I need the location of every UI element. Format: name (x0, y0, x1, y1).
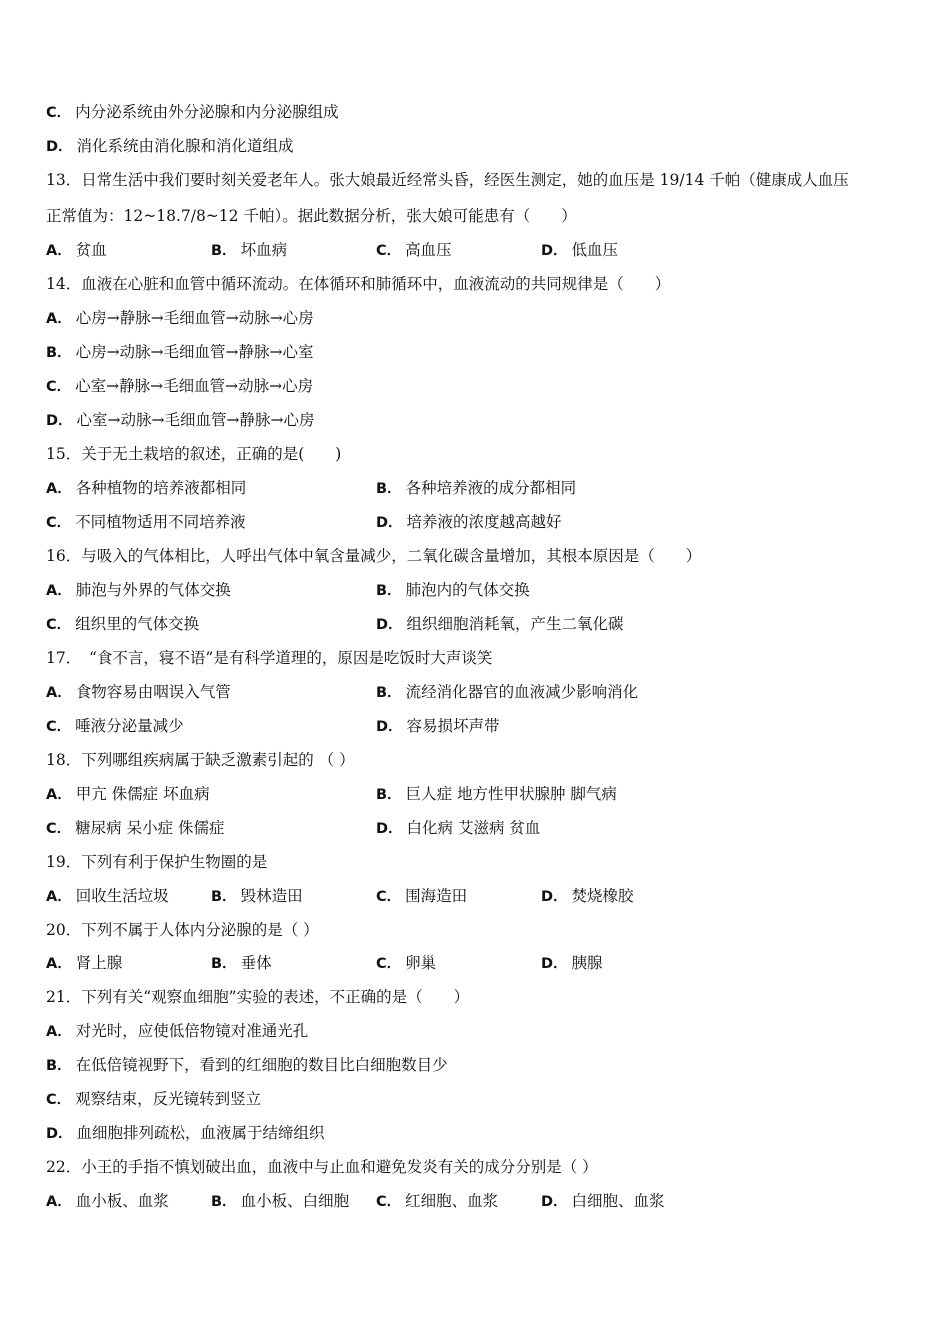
q18-option-d: D． 白化病 艾滋病 贫血 (376, 819, 541, 837)
q22-option-b: B． 血小板、白细胞 (211, 1192, 350, 1210)
q18-options-row2 (46, 818, 916, 838)
q21-option-a: A． 对光时，应使低倍物镜对准通光孔 (46, 1022, 309, 1040)
q18-option-b: B． 巨人症 地方性甲状腺肿 脚气病 (376, 785, 617, 803)
q22-option-c: C． 红细胞、血浆 (376, 1192, 499, 1210)
q18-stem: 18．下列哪组疾病属于缺乏激素引起的 （ ） (46, 751, 355, 769)
q15-option-a: A． 各种植物的培养液都相同 (46, 479, 247, 497)
q19-option-c: C． 围海造田 (376, 887, 468, 905)
q16-options-row2 (46, 614, 916, 634)
q17-options-row1 (46, 682, 916, 702)
q15-stem: 15．关于无土栽培的叙述，正确的是( ) (46, 445, 342, 463)
q14-option-b: B． 心房→动脉→毛细血管→静脉→心室 (46, 343, 314, 361)
q13-option-a: A． 贫血 (46, 241, 107, 259)
q16-option-a: A． 肺泡与外界的气体交换 (46, 581, 231, 599)
q13-option-c: C． 高血压 (376, 241, 452, 259)
q20-options (46, 953, 916, 973)
q18-option-a: A． 甲亢 侏儒症 坏血病 (46, 785, 210, 803)
q17-option-b: B． 流经消化器官的血液减少影响消化 (376, 683, 639, 701)
q17-option-a: A． 食物容易由咽误入气管 (46, 683, 231, 701)
q16-option-c: C． 组织里的气体交换 (46, 615, 200, 633)
q14-option-a: A． 心房→静脉→毛细血管→动脉→心房 (46, 309, 314, 327)
q13-option-b: B． 坏血病 (211, 241, 288, 259)
q13-options (46, 240, 916, 260)
q20-option-d: D． 胰腺 (541, 954, 603, 972)
q14-option-c: C． 心室→静脉→毛细血管→动脉→心房 (46, 377, 314, 395)
q20-option-a: A． 肾上腺 (46, 954, 123, 972)
q22-option-d: D． 白细胞、血浆 (541, 1192, 665, 1210)
q19-options (46, 886, 916, 906)
q19-stem: 19．下列有利于保护生物圈的是 (46, 853, 268, 871)
q22-option-a: A． 血小板、血浆 (46, 1192, 169, 1210)
q17-options-row2 (46, 716, 916, 736)
q15-options-row2 (46, 512, 916, 532)
q20-stem: 20．下列不属于人体内分泌腺的是（ ） (46, 921, 319, 939)
q13-option-d: D． 低血压 (541, 241, 619, 259)
q19-option-b: B． 毁林造田 (211, 887, 303, 905)
q21-option-d: D． 血细胞排列疏松，血液属于结缔组织 (46, 1124, 325, 1142)
q22-options (46, 1191, 916, 1211)
q16-option-b: B． 肺泡内的气体交换 (376, 581, 530, 599)
q18-options-row1 (46, 784, 916, 804)
q15-options-row1 (46, 478, 916, 498)
q22-stem: 22．小王的手指不慎划破出血，血液中与止血和避免发炎有关的成分分别是（ ） (46, 1158, 598, 1176)
q21-option-b: B． 在低倍镜视野下，看到的红细胞的数目比白细胞数目少 (46, 1056, 448, 1074)
q15-option-b: B． 各种培养液的成分都相同 (376, 479, 577, 497)
q16-option-d: D． 组织细胞消耗氧，产生二氧化碳 (376, 615, 624, 633)
q16-options-row1 (46, 580, 916, 600)
q17-option-d: D． 容易损坏声带 (376, 717, 500, 735)
q17-stem: 17． “食不言，寝不语”是有科学道理的，原因是吃饭时大声谈笑 (46, 649, 493, 667)
q15-option-d: D． 培养液的浓度越高越好 (376, 513, 562, 531)
q15-option-c: C． 不同植物适用不同培养液 (46, 513, 246, 531)
q20-option-c: C． 卵巢 (376, 954, 437, 972)
q21-option-c: C． 观察结束，反光镜转到竖立 (46, 1090, 262, 1108)
q20-option-b: B． 垂体 (211, 954, 272, 972)
q14-option-d: D． 心室→动脉→毛细血管→静脉→心房 (46, 411, 315, 429)
q21-stem: 21．下列有关“观察血细胞”实验的表述，不正确的是（ ） (46, 988, 470, 1006)
q19-option-a: A． 回收生活垃圾 (46, 887, 169, 905)
q17-option-c: C． 唾液分泌量减少 (46, 717, 184, 735)
q13-stem-line1: 13．日常生活中我们要时刻关爱老年人。张大娘最近经常头昏，经医生测定，她的血压是 19/14 千帕（健康成人血压 (46, 171, 849, 189)
q14-stem: 14．血液在心脏和血管中循环流动。在体循环和肺循环中，血液流动的共同规律是（ ） (46, 275, 671, 293)
q13-stem-line2: 正常值为：12~18.7/8~12 千帕）。据此数据分析，张大娘可能患有（ ） (46, 207, 577, 225)
q12-option-d: D． 消化系统由消化腺和消化道组成 (46, 137, 294, 155)
q16-stem: 16．与吸入的气体相比，人呼出气体中氧含量减少，二氧化碳含量增加，其根本原因是（ ） (46, 547, 702, 565)
q19-option-d: D． 焚烧橡胶 (541, 887, 634, 905)
q12-option-c: C． 内分泌系统由外分泌腺和内分泌腺组成 (46, 103, 339, 121)
q18-option-c: C． 糖尿病 呆小症 侏儒症 (46, 819, 225, 837)
